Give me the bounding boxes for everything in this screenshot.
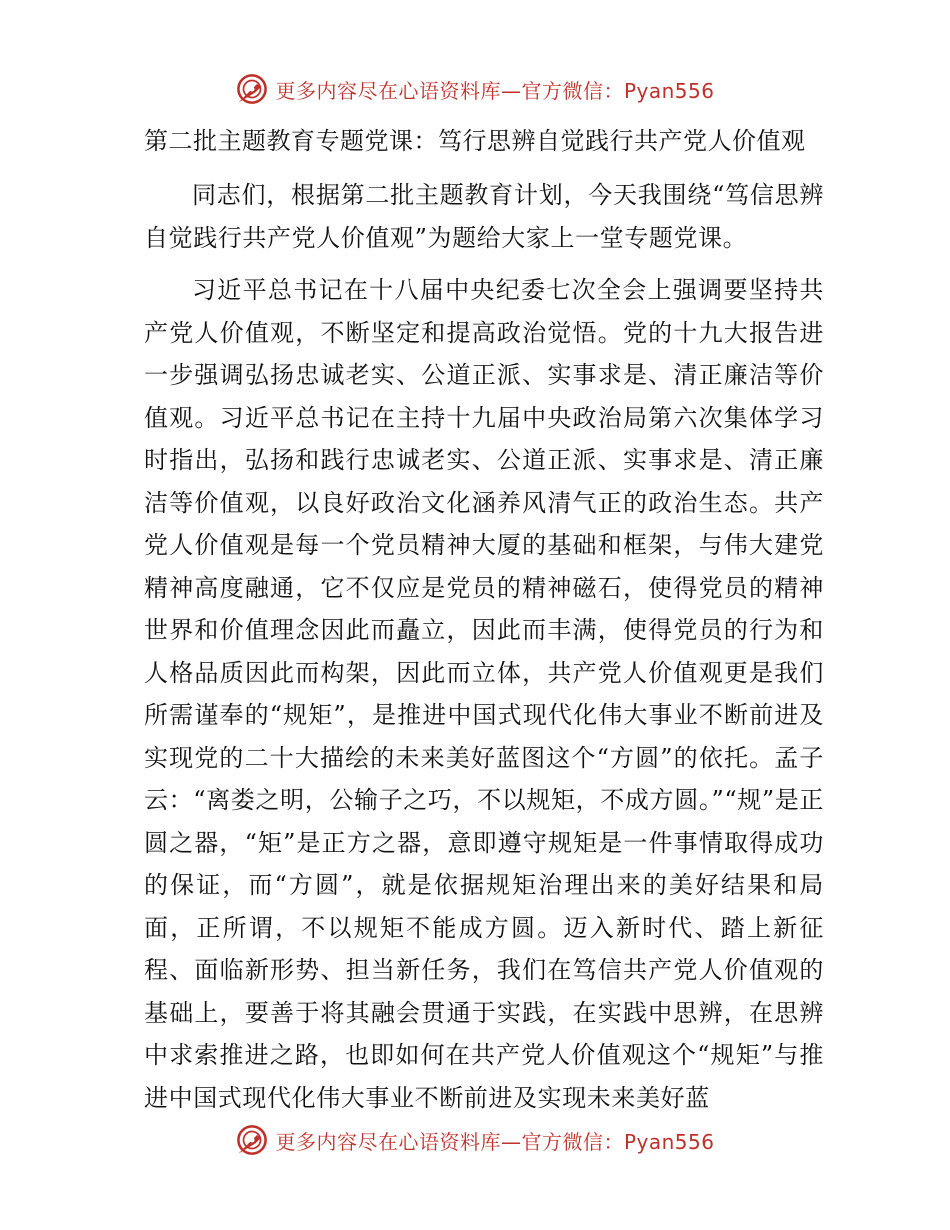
header-banner-text: 更多内容尽在心语资料库—官方微信：Pyan556	[275, 78, 715, 103]
document-title: 第二批主题教育专题党课：笃行思辨自觉践行共产党人价值观	[144, 127, 806, 155]
footer-banner	[0, 1120, 950, 1160]
document-body	[144, 120, 824, 1129]
paragraph-intro: 同志们，根据第二批主题教育计划，今天我围绕“笃信思辨自觉践行共产党人价值观”为题给大家上一堂专题党课。	[144, 181, 824, 252]
pen-nib-logo-icon	[235, 72, 269, 106]
pen-nib-logo-icon	[235, 1123, 269, 1157]
header-banner	[0, 69, 950, 109]
footer-banner-text: 更多内容尽在心语资料库—官方微信：Pyan556	[275, 1129, 715, 1154]
paragraph-main: 习近平总书记在十八届中央纪委七次全会上强调要坚持共产党人价值观，不断坚定和提高政治觉悟。党的十九大报告进一步强调弘扬忠诚老实、公道正派、实事求是、清正廉洁等价值观。习近平总书记在主持十九届中央政治局第六次集体学习时指出，弘扬和践行忠诚老实、公道正派、实事求是、清正廉洁等价值观，以良好政治文化涵养风清气正的政治生态。共产党人价值观是每一个党员精神大厦的基础和框架，与伟大建党精神高度融通，它不仅应是党员的精神磁石，使得党员的精神世界和价值理念因此而矗立，因此而丰满，使得党员的行为和人格品质因此而构架，因此而立体，共产党人价值观更是我们所需谨奉的“规矩”，是推进中国式现代化伟大事业不断前进及实现党的二十大描绘的未来美好蓝图这个“方圆”的依托。孟子云：“离娄之明，公输子之巧，不以规矩，不成方圆。”“规”是正圆之器，“矩”是正方之器，意即遵守规矩是一件事情取得成功的保证，而“方圆”，就是依据规矩治理出来的美好结果和局面，正所谓，不以规矩不能成方圆。迈入新时代、踏上新征程、面临新形势、担当新任务，我们在笃信共产党人价值观的基础上，要善于将其融会贯通于实践，在实践中思辨，在思辨中求索推进之路，也即如何在共产党人价值观这个“规矩”与推进中国式现代化伟大事业不断前进及实现未来美好蓝	[144, 276, 824, 1112]
